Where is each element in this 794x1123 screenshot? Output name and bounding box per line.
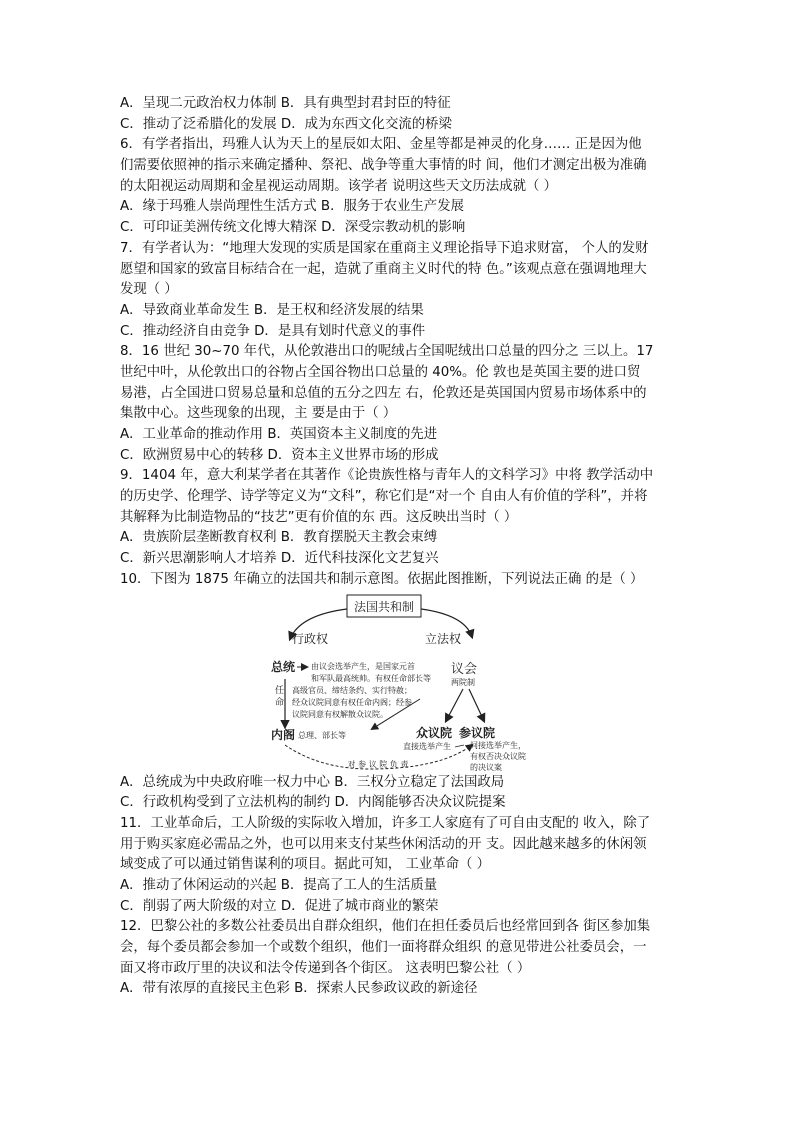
chamber-label: 众议院 xyxy=(416,725,453,740)
senate-note-1: 间接选举产生， xyxy=(470,740,526,750)
president-note-2: 和军队最高统帅。有权任命部长等 xyxy=(311,673,431,683)
text-line: A．推动了休闲运动的兴起 B．提高了工人的生活质量 xyxy=(120,877,438,893)
text-line: A．总统成为中央政府唯一权力中心 B．三权分立稳定了法国政局 xyxy=(120,774,505,790)
text-line: C．可印证美洲传统文化博大精深 D．深受宗教动机的影响 xyxy=(120,220,466,236)
text-line: C．行政机构受到了立法机构的制约 D．内阁能够否决众议院提案 xyxy=(120,795,506,811)
responsibility-label: 对 参 议 院 负 责 xyxy=(347,759,409,769)
question-text-top xyxy=(120,94,680,591)
arrow-to-senate xyxy=(469,689,484,721)
text-line: 7．有学者认为：“地理大发现的实质是国家在重商主义理论指导下追求财富， 个人的发财 xyxy=(120,240,649,256)
chamber-note-line xyxy=(455,745,464,747)
cabinet-note: 总理、部长等 xyxy=(298,730,346,740)
text-line: 集散中心。这些现象的出现，主 要是由于（ ） xyxy=(120,406,397,422)
text-line: 8．16 世纪 30~70 年代，从伦敦港出口的呢绒占全国呢绒出口总量的四分之 三以上。17 xyxy=(120,344,654,360)
chamber-note: 直接选举产生 xyxy=(403,741,451,751)
diagram-svg xyxy=(120,591,680,773)
executive-label: 行政权 xyxy=(292,631,329,646)
text-line: 们需要依照神的指示来确定播种、祭祀、战争等重大事情的时 间，他们才测定出极为准确 xyxy=(120,158,647,174)
text-line: 其解释为比制造物品的“技艺”更有价值的东 西。这反映出当时（ ） xyxy=(120,509,518,525)
senate-note-2: 有权否决众议院 xyxy=(470,751,526,761)
parliament-note: 两院制 xyxy=(451,677,475,687)
text-line: C．推动了泛希腊化的发展 D．成为东西文化交流的桥梁 xyxy=(120,116,452,132)
text-line: 6．有学者指出，玛雅人认为天上的星辰如太阳、金星等都是神灵的化身…… 正是因为他 xyxy=(120,137,642,153)
text-line: C．欧洲贸易中心的转移 D．资本主义世界市场的形成 xyxy=(120,447,439,463)
text-line: A．导致商业革命发生 B．是王权和经济发展的结果 xyxy=(120,302,424,318)
text-line: 12．巴黎公社的多数公社委员出自群众组织，他们在担任委员后也经常回到各 街区参加集 xyxy=(120,919,651,935)
president-note-3: 高级官员、缔结条约、实行特赦； xyxy=(292,685,412,695)
arrow-to-chamber xyxy=(446,689,463,721)
text-line: 世纪中叶，从伦敦出口的谷物占全国谷物出口总量的 40%。伦 敦也是英国主要的进口贸 xyxy=(120,364,641,380)
text-line: 愿望和国家的致富目标结合在一起，造就了重商主义时代的特 色。”该观点意在强调地理大 xyxy=(120,261,647,277)
president-note-4: 经众议院同意有权任命内阁；经参 xyxy=(292,697,412,707)
text-line: 9．1404 年，意大利某学者在其著作《论贵族性格与青年人的文科学习》中将 教学活动中 xyxy=(120,468,654,484)
parliament-label: 议会 xyxy=(451,661,478,677)
cabinet-label: 内阁 xyxy=(271,727,296,742)
text-line: A．带有浓厚的直接民主色彩 B．探索人民参政议政的新途径 xyxy=(120,981,478,997)
senate-label: 参议院 xyxy=(459,725,496,740)
president-note-5: 议院同意有权解散众议院。 xyxy=(292,709,388,719)
question-text-bottom xyxy=(120,773,680,1001)
text-line: A．工业革命的推动作用 B．英国资本主义制度的先进 xyxy=(120,427,438,442)
text-line: 10．下图为 1875 年确立的法国共和制示意图。依据此图推断，下列说法正确 的是（ ） xyxy=(120,571,644,587)
text-line: A．缘于玛雅人崇尚理性生活方式 B．服务于农业生产发展 xyxy=(120,199,464,215)
text-line: 会，每个委员都会参加一个或数个组织，他们一面将群众组织 的意见带进公社委员会，一 xyxy=(120,940,647,955)
president-note-1: 由议会选举产生，是国家元首 xyxy=(311,661,415,671)
text-line: 11．工业革命后，工人阶级的实际收入增加，许多工人家庭有了可自由支配的 收入，除了 xyxy=(120,815,651,831)
text-line: 域变成了可以通过销售谋利的项目。据此可知， 工业革命（ ） xyxy=(120,857,491,873)
text-line: C．新兴思潮影响人才培养 D．近代科技深化文艺复兴 xyxy=(120,551,439,567)
text-line: A．贵族阶层垄断教育权利 B．教育摆脱天主教会束缚 xyxy=(120,530,438,546)
legislative-label: 立法权 xyxy=(425,631,462,646)
text-line: 的历史学、伦理学、诗学等定义为“文科”，称它们是“对一个 自由人有价值的学科”，并将 xyxy=(120,489,648,505)
text-line: 的太阳视运动周期和金星视运动周期。该学者 说明这些天文历法成就（ ） xyxy=(120,178,558,194)
text-line: C．削弱了两大阶级的对立 D．促进了城市商业的繁荣 xyxy=(120,898,439,914)
senate-note-3: 的决议案 xyxy=(470,762,502,772)
appoint-char-1: 任 xyxy=(275,685,285,696)
president-label: 总统 xyxy=(271,659,296,674)
exam-page xyxy=(120,94,680,1000)
french-republic-diagram xyxy=(120,591,680,773)
diagram-title: 法国共和制 xyxy=(353,599,415,614)
text-line: C．推动经济自由竞争 D．是具有划时代意义的事件 xyxy=(120,323,426,339)
text-line: 用于购买家庭必需品之外，也可以用来支付某些休闲活动的开 支。因此越来越多的休闲领 xyxy=(120,836,647,852)
text-line: 易港，占全国进口贸易总量和总值的五分之四左 右，伦敦还是英国国内贸易市场体系中的 xyxy=(120,385,647,401)
text-line: A．呈现二元政治权力体制 B．具有典型封君封臣的特征 xyxy=(120,96,451,111)
appoint-char-2: 命 xyxy=(275,697,285,708)
text-line: 发现（ ） xyxy=(120,282,178,298)
text-line: 面又将市政厅里的决议和法令传递到各个街区。 这表明巴黎公社（ ） xyxy=(120,960,531,976)
